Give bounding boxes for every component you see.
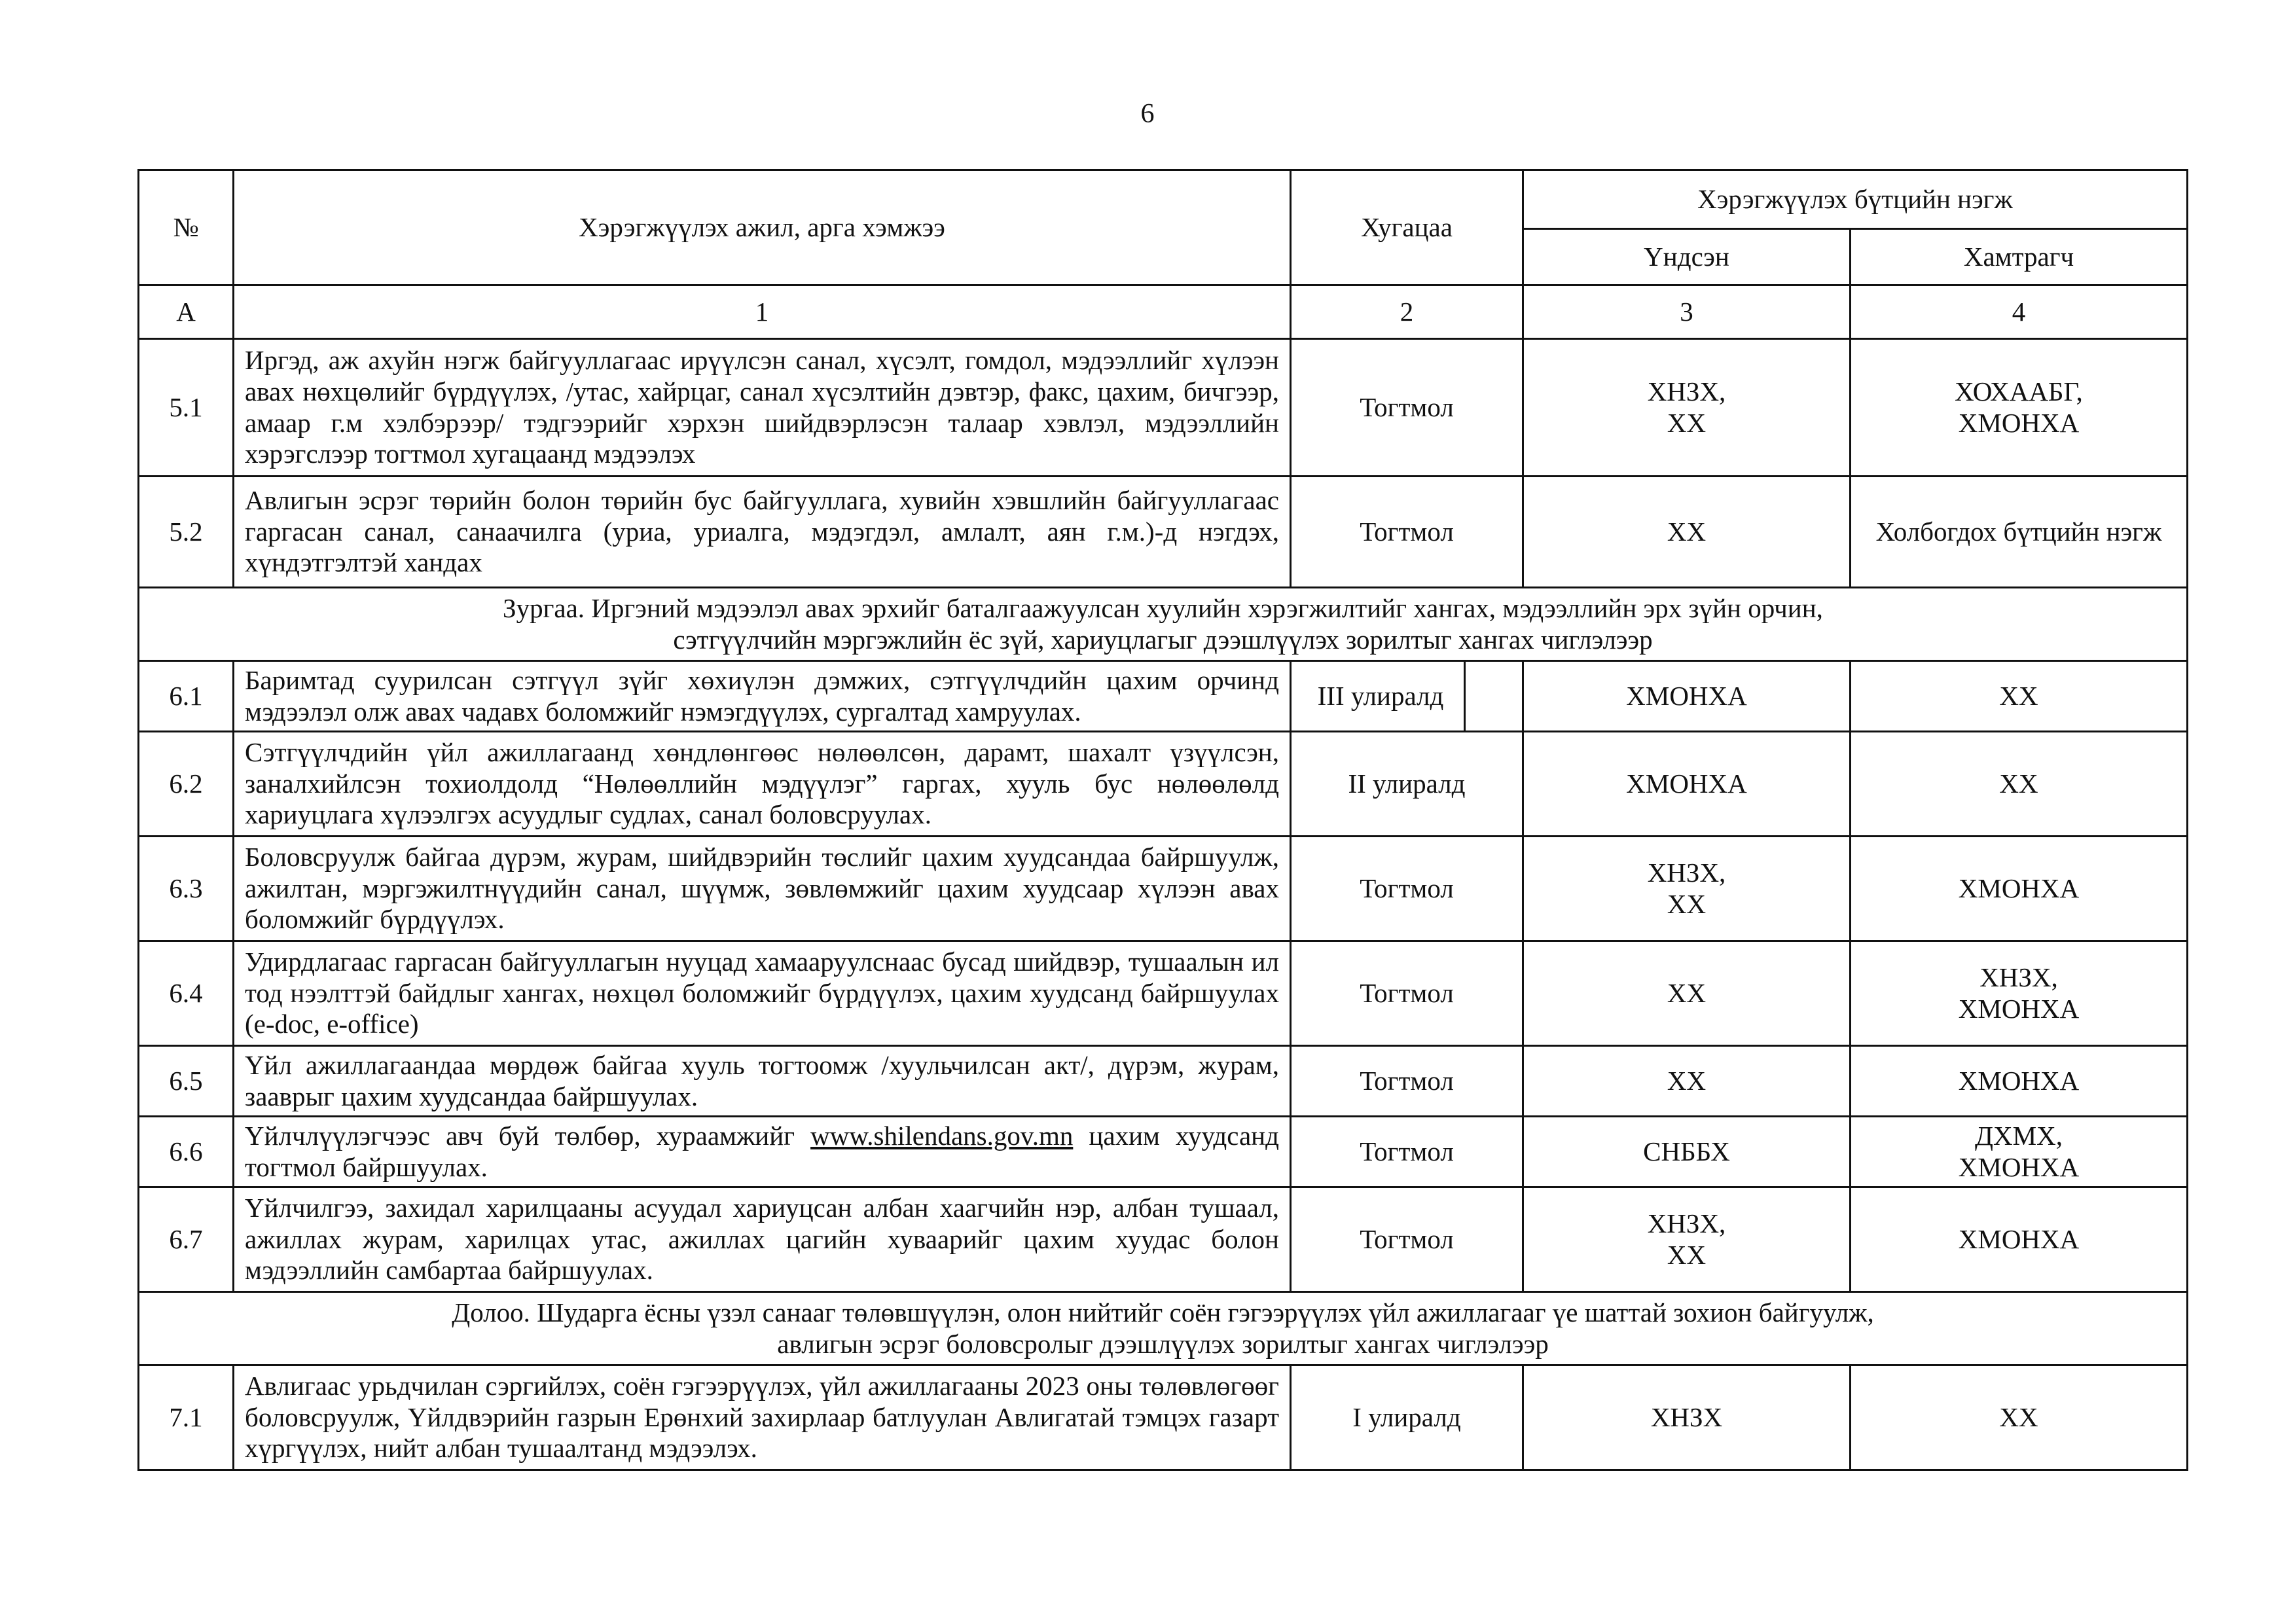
index-4: 4 xyxy=(1851,285,2188,339)
row-partner-unit: ХМОНХА xyxy=(1851,1187,2188,1292)
row-partner-unit: Холбогдох бүтцийн нэгж xyxy=(1851,477,2188,588)
index-2: 2 xyxy=(1291,285,1523,339)
row-task: Авлигаас урьдчилан сэргийлэх, соён гэгээрүүлэх, үйл ажиллагааны 2023 оны төлөвлөгөөг боловсруулж, Үйлдвэрийн газрын Ерөнхий захирлаар батлуулан Авлигатай тэмцэх газарт хүргүүлэх, нийт албан тушаалтанд мэдээлэх. xyxy=(234,1365,1291,1470)
row-number: 6.5 xyxy=(139,1046,234,1117)
row-deadline: II улиралд xyxy=(1291,732,1523,837)
row-task xyxy=(234,1117,1291,1187)
table-row xyxy=(139,339,2188,477)
section-heading xyxy=(139,1292,2188,1365)
deadline-text: III улиралд xyxy=(1317,680,1444,711)
main-unit-line: ХНЗХ, xyxy=(1647,857,1726,888)
row-task: Удирдлагаас гаргасан байгууллагын нууцад хамааруулснаас бусад шийдвэр, тушаалын ил тод нээлттэй байдлыг хангах, нөхцөл боломжийг бүрдүүлэх, цахим хуудсанд байршуулах (e-doc, e-office) xyxy=(234,941,1291,1046)
task-text: цахим хуудсанд тогтмол байршуулах. xyxy=(245,1120,1279,1182)
header-main: Үндсэн xyxy=(1523,229,1851,285)
row-deadline: Тогтмол xyxy=(1291,941,1523,1046)
main-unit-line: ХХ xyxy=(1667,1239,1707,1270)
row-partner-unit xyxy=(1851,1117,2188,1187)
header-partner: Хамтрагч xyxy=(1851,229,2188,285)
table-row xyxy=(139,732,2188,837)
main-unit-line: ХНЗХ, xyxy=(1647,1208,1726,1238)
section-heading-line: сэтгүүлчийн мэргэжлийн ёс зүй, хариуцлагыг дээшлүүлэх зорилтыг хангах чиглэлээр xyxy=(673,624,1653,655)
table-row xyxy=(139,837,2188,941)
partner-unit-line: ХОХААБГ, xyxy=(1955,376,2083,406)
row-partner-unit: ХМОНХА xyxy=(1851,837,2188,941)
header-task: Хэрэгжүүлэх ажил, арга хэмжээ xyxy=(234,170,1291,285)
row-task: Иргэд, аж ахуйн нэгж байгууллагаас ирүүлсэн санал, хүсэлт, гомдол, мэдээллийг хүлээн авах нөхцөлийг бүрдүүлэх, /утас, хайрцаг, санал хүсэлтийн дэвтэр, факс, цахим, бичгээр, амаар г.м хэлбэрээр/ тэдгээрийг хэрхэн шийдвэрлэсэн талаар хэвлэл, мэдээллийн хэрэгслээр тогтмол хугацаанд мэдээлэх xyxy=(234,339,1291,477)
row-number: 6.7 xyxy=(139,1187,234,1292)
row-deadline xyxy=(1291,661,1523,732)
row-main-unit: ХМОНХА xyxy=(1523,661,1851,732)
row-task: Авлигын эсрэг төрийн болон төрийн бус байгууллага, хувийн хэвшлийн байгууллагаас гаргасан санал, санаачилга (уриа, уриалга, мэдэгдэл, амлалт, аян г.м.)-д нэгдэх, хүндэтгэлтэй хандах xyxy=(234,477,1291,588)
section-heading-line: Зургаа. Иргэний мэдээлэл авах эрхийг баталгаажуулсан хуулийн хэрэгжилтийг хангах, мэдээллийн эрх зүйн орчин, xyxy=(503,592,1823,623)
header-row-1 xyxy=(139,170,2188,229)
action-plan-table xyxy=(137,169,2188,1471)
row-main-unit: ХМОНХА xyxy=(1523,732,1851,837)
table-row xyxy=(139,1046,2188,1117)
row-deadline: Тогтмол xyxy=(1291,837,1523,941)
row-main-unit xyxy=(1523,339,1851,477)
index-a: А xyxy=(139,285,234,339)
row-task: Үйл ажиллагаандаа мөрдөж байгаа хууль тогтоомж /хуульчилсан акт/, дүрэм, журам, зааврыг цахим хуудсандаа байршуулах. xyxy=(234,1046,1291,1117)
row-main-unit: ХХ xyxy=(1523,1046,1851,1117)
row-partner-unit: ХМОНХА xyxy=(1851,1046,2188,1117)
row-main-unit: СНББХ xyxy=(1523,1117,1851,1187)
page-number: 6 xyxy=(1140,99,1155,129)
index-3: 3 xyxy=(1523,285,1851,339)
table-row xyxy=(139,1187,2188,1292)
row-task: Үйлчилгээ, захидал харилцааны асуудал хариуцсан албан хаагчийн нэр, албан тушаал, ажиллах журам, харилцах утас, ажиллах цагийн хуваарийг цахим хуудас болон мэдээллийн самбартаа байршуулах. xyxy=(234,1187,1291,1292)
row-deadline: Тогтмол xyxy=(1291,477,1523,588)
partner-unit-line: ХМОНХА xyxy=(1958,407,2080,438)
partner-unit-line: ХНЗХ, xyxy=(1979,962,2058,992)
row-main-unit: ХХ xyxy=(1523,941,1851,1046)
header-units: Хэрэгжүүлэх бүтцийн нэгж xyxy=(1523,170,2188,229)
table-row xyxy=(139,477,2188,588)
section-heading xyxy=(139,588,2188,661)
section-heading-line: авлигын эсрэг боловсролыг дээшлүүлэх зорилтыг хангах чиглэлээр xyxy=(777,1328,1549,1359)
row-deadline: Тогтмол xyxy=(1291,339,1523,477)
row-number: 6.6 xyxy=(139,1117,234,1187)
row-task: Сэтгүүлчдийн үйл ажиллагаанд хөндлөнгөөс нөлөөлсөн, дарамт, шахалт үзүүлсэн, заналхийлсэн тохиолдолд “Нөлөөллийн мэдүүлэг” гаргах, хууль бус нөлөөлөлд хариуцлага хүлээлгэх асуудлыг судлах, санал боловсруулах. xyxy=(234,732,1291,837)
table-row xyxy=(139,1365,2188,1470)
main-unit-line: ХХ xyxy=(1667,888,1707,919)
row-number: 5.1 xyxy=(139,339,234,477)
row-task: Баримтад суурилсан сэтгүүл зүйг хөхиүлэн дэмжих, сэтгүүлчдийн цахим орчинд мэдээлэл олж авах чадавх боломжийг нэмэгдүүлэх, сургалтад хамруулах. xyxy=(234,661,1291,732)
row-number: 6.2 xyxy=(139,732,234,837)
row-partner-unit: ХХ xyxy=(1851,732,2188,837)
row-main-unit: ХНЗХ xyxy=(1523,1365,1851,1470)
cell-divider xyxy=(1464,662,1466,731)
partner-unit-line: ХМОНХА xyxy=(1958,1151,2080,1182)
partner-unit-line: ХМОНХА xyxy=(1958,993,2080,1024)
row-number: 5.2 xyxy=(139,477,234,588)
row-task: Боловсруулж байгаа дүрэм, журам, шийдвэрийн төслийг цахим хуудсандаа байршуулж, ажилтан, мэргэжилтнүүдийн санал, шүүмж, зөвлөмжийг цахим хуудсаар хүлээн авах боломжийг бүрдүүлэх. xyxy=(234,837,1291,941)
main-unit-line: ХХ xyxy=(1667,407,1707,438)
row-number: 7.1 xyxy=(139,1365,234,1470)
main-unit-line: ХНЗХ, xyxy=(1647,376,1726,406)
row-number: 6.4 xyxy=(139,941,234,1046)
row-deadline: Тогтмол xyxy=(1291,1117,1523,1187)
row-partner-unit xyxy=(1851,941,2188,1046)
row-number: 6.3 xyxy=(139,837,234,941)
row-main-unit xyxy=(1523,837,1851,941)
task-text: Үйлчлүүлэгчээс авч буй төлбөр, хураамжийг xyxy=(245,1120,811,1151)
row-main-unit xyxy=(1523,1187,1851,1292)
header-no: № xyxy=(139,170,234,285)
table-row xyxy=(139,1117,2188,1187)
row-partner-unit: ХХ xyxy=(1851,1365,2188,1470)
section-row xyxy=(139,1292,2188,1365)
shilendans-link[interactable]: www.shilendans.gov.mn xyxy=(810,1120,1074,1151)
row-main-unit: ХХ xyxy=(1523,477,1851,588)
table-row xyxy=(139,661,2188,732)
partner-unit-line: ДХМХ, xyxy=(1975,1120,2063,1151)
row-partner-unit xyxy=(1851,339,2188,477)
row-deadline: Тогтмол xyxy=(1291,1187,1523,1292)
row-number: 6.1 xyxy=(139,661,234,732)
table-row xyxy=(139,941,2188,1046)
index-row xyxy=(139,285,2188,339)
row-deadline: I улиралд xyxy=(1291,1365,1523,1470)
row-deadline: Тогтмол xyxy=(1291,1046,1523,1117)
index-1: 1 xyxy=(234,285,1291,339)
section-heading-line: Долоо. Шударга ёсны үзэл санааг төлөвшүүлэн, олон нийтийг соён гэгээрүүлэх үйл ажиллагааг үе шаттай зохион байгуулж, xyxy=(452,1297,1874,1327)
header-deadline: Хугацаа xyxy=(1291,170,1523,285)
row-partner-unit: ХХ xyxy=(1851,661,2188,732)
section-row xyxy=(139,588,2188,661)
